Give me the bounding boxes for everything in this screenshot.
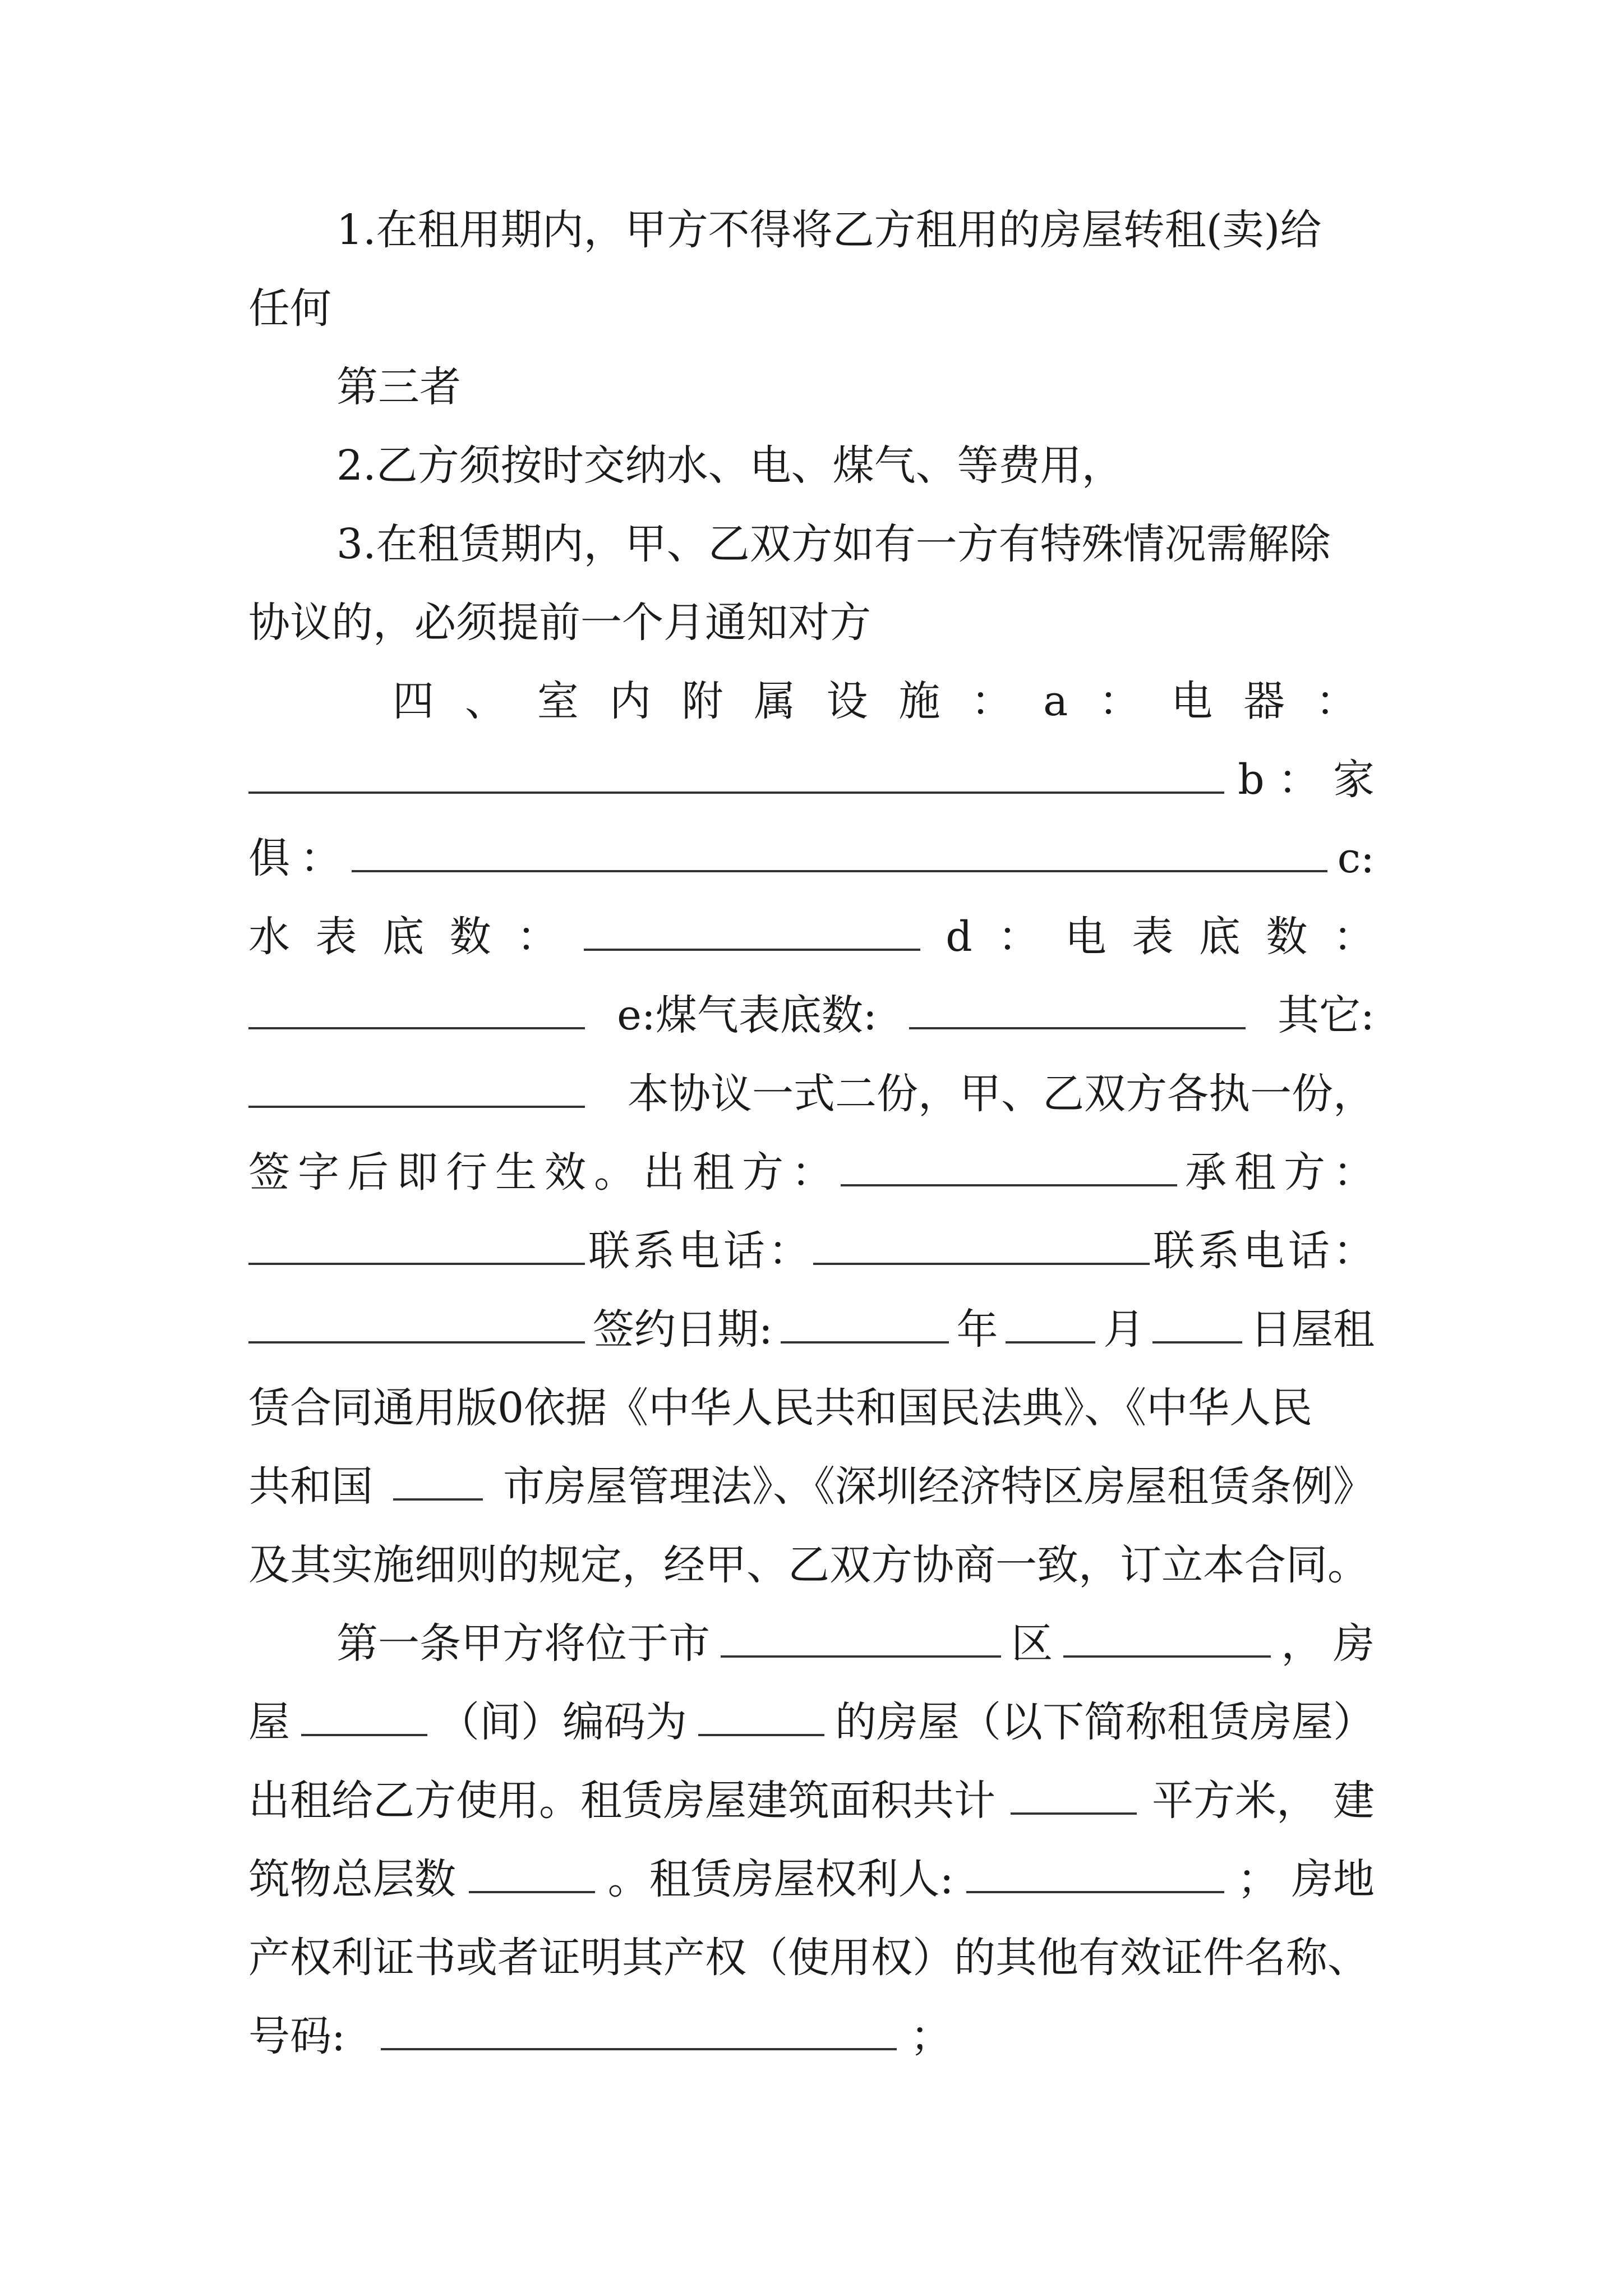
furniture-blank[interactable] [352,836,1327,872]
day-blank[interactable] [1152,1308,1242,1343]
city-law-blank[interactable] [393,1465,483,1501]
appliances-blank[interactable] [248,758,1224,794]
floors-blank[interactable] [469,1857,595,1893]
clause-1-line: 1.在租用期内，甲方不得将乙方租用的房屋转租(卖)给 [336,206,1322,254]
month-blank[interactable] [1006,1308,1095,1343]
article-1-line-4: 筑物总层数 。租赁房屋权利人: ； 房地 [248,1855,1375,1903]
clause-2-line: 2.乙方须按时交纳水、电、煤气、等费用， [336,441,1123,490]
copies-line: 本协议一式二份，甲、乙双方各执一份， [248,1060,1375,1128]
gas-meter-blank[interactable] [909,993,1246,1029]
other-blank[interactable] [248,1072,585,1108]
article-1-line-6: 号码: ； [248,2012,952,2060]
signing-date-line: 签约日期: 年 月 日屋租 [248,1296,1375,1363]
article-1-line-5: 产权利证书或者证明其产权（使用权）的其他有效证件名称、 [248,1934,1369,1982]
clause-3-continued: 协议的，必须提前一个月通知对方 [248,599,871,647]
gas-meter-line: e:煤气表底数: 其它: [248,982,1375,1049]
clause-1-third-party: 第三者 [336,363,461,411]
legal-basis-line-1: 赁合同通用版0依据《中华人民共和国民法典》、《中华人民 [248,1384,1313,1432]
water-meter-blank[interactable] [584,915,920,951]
rights-holder-blank[interactable] [966,1857,1224,1893]
signing-parties-line: 签 字 后 即 行 生 效 。 出 租 方 ： 承 租 方 ： [248,1148,1375,1197]
article-1-line-1: 第一条甲方将位于市 区 ， 房 [336,1619,1375,1668]
legal-basis-line-2: 共和国 市房屋管理法》、《深圳经济特区房屋租赁条例》 [248,1462,1375,1511]
city-blank[interactable] [721,1622,1001,1658]
facilities-heading: 四 、 室 内 附 属 设 施 ： a ： 电 器 ： [393,677,1357,725]
article-1-line-3: 出租给乙方使用。租赁房屋建筑面积共计 平方米， 建 [248,1777,1375,1825]
appliances-line: b ： 家 [248,746,1375,813]
rooms-blank[interactable] [301,1700,427,1736]
article-1-line-2: 屋 （间）编码为 的房屋（以下简称租赁房屋） [248,1698,1375,1746]
lessee-phone-blank[interactable] [248,1308,585,1343]
meter-readings-line: 水 表 底 数 ： d ： 电 表 底 数 ： [248,913,1375,961]
clause-3-line: 3.在租赁期内，甲、乙双方如有一方有特殊情况需解除 [336,520,1331,568]
furniture-line: 俱 ： c: [248,834,1375,882]
lessee-blank[interactable] [248,1229,585,1265]
year-blank[interactable] [781,1308,949,1343]
legal-basis-line-3: 及其实施细则的规定，经甲、乙双方协商一致，订立本合同。 [248,1541,1369,1589]
lessor-phone-blank[interactable] [813,1229,1150,1265]
area-blank[interactable] [1011,1779,1137,1815]
clause-1-continued: 任何 [248,284,331,333]
house-code-blank[interactable] [698,1700,824,1736]
district-blank[interactable] [1063,1622,1271,1658]
lessor-blank[interactable] [841,1151,1177,1186]
contact-phone-line: 联 系 电 话 ： 联 系 电 话 ： [248,1217,1375,1285]
electric-meter-blank[interactable] [248,993,585,1029]
certificate-number-blank[interactable] [381,2014,897,2050]
